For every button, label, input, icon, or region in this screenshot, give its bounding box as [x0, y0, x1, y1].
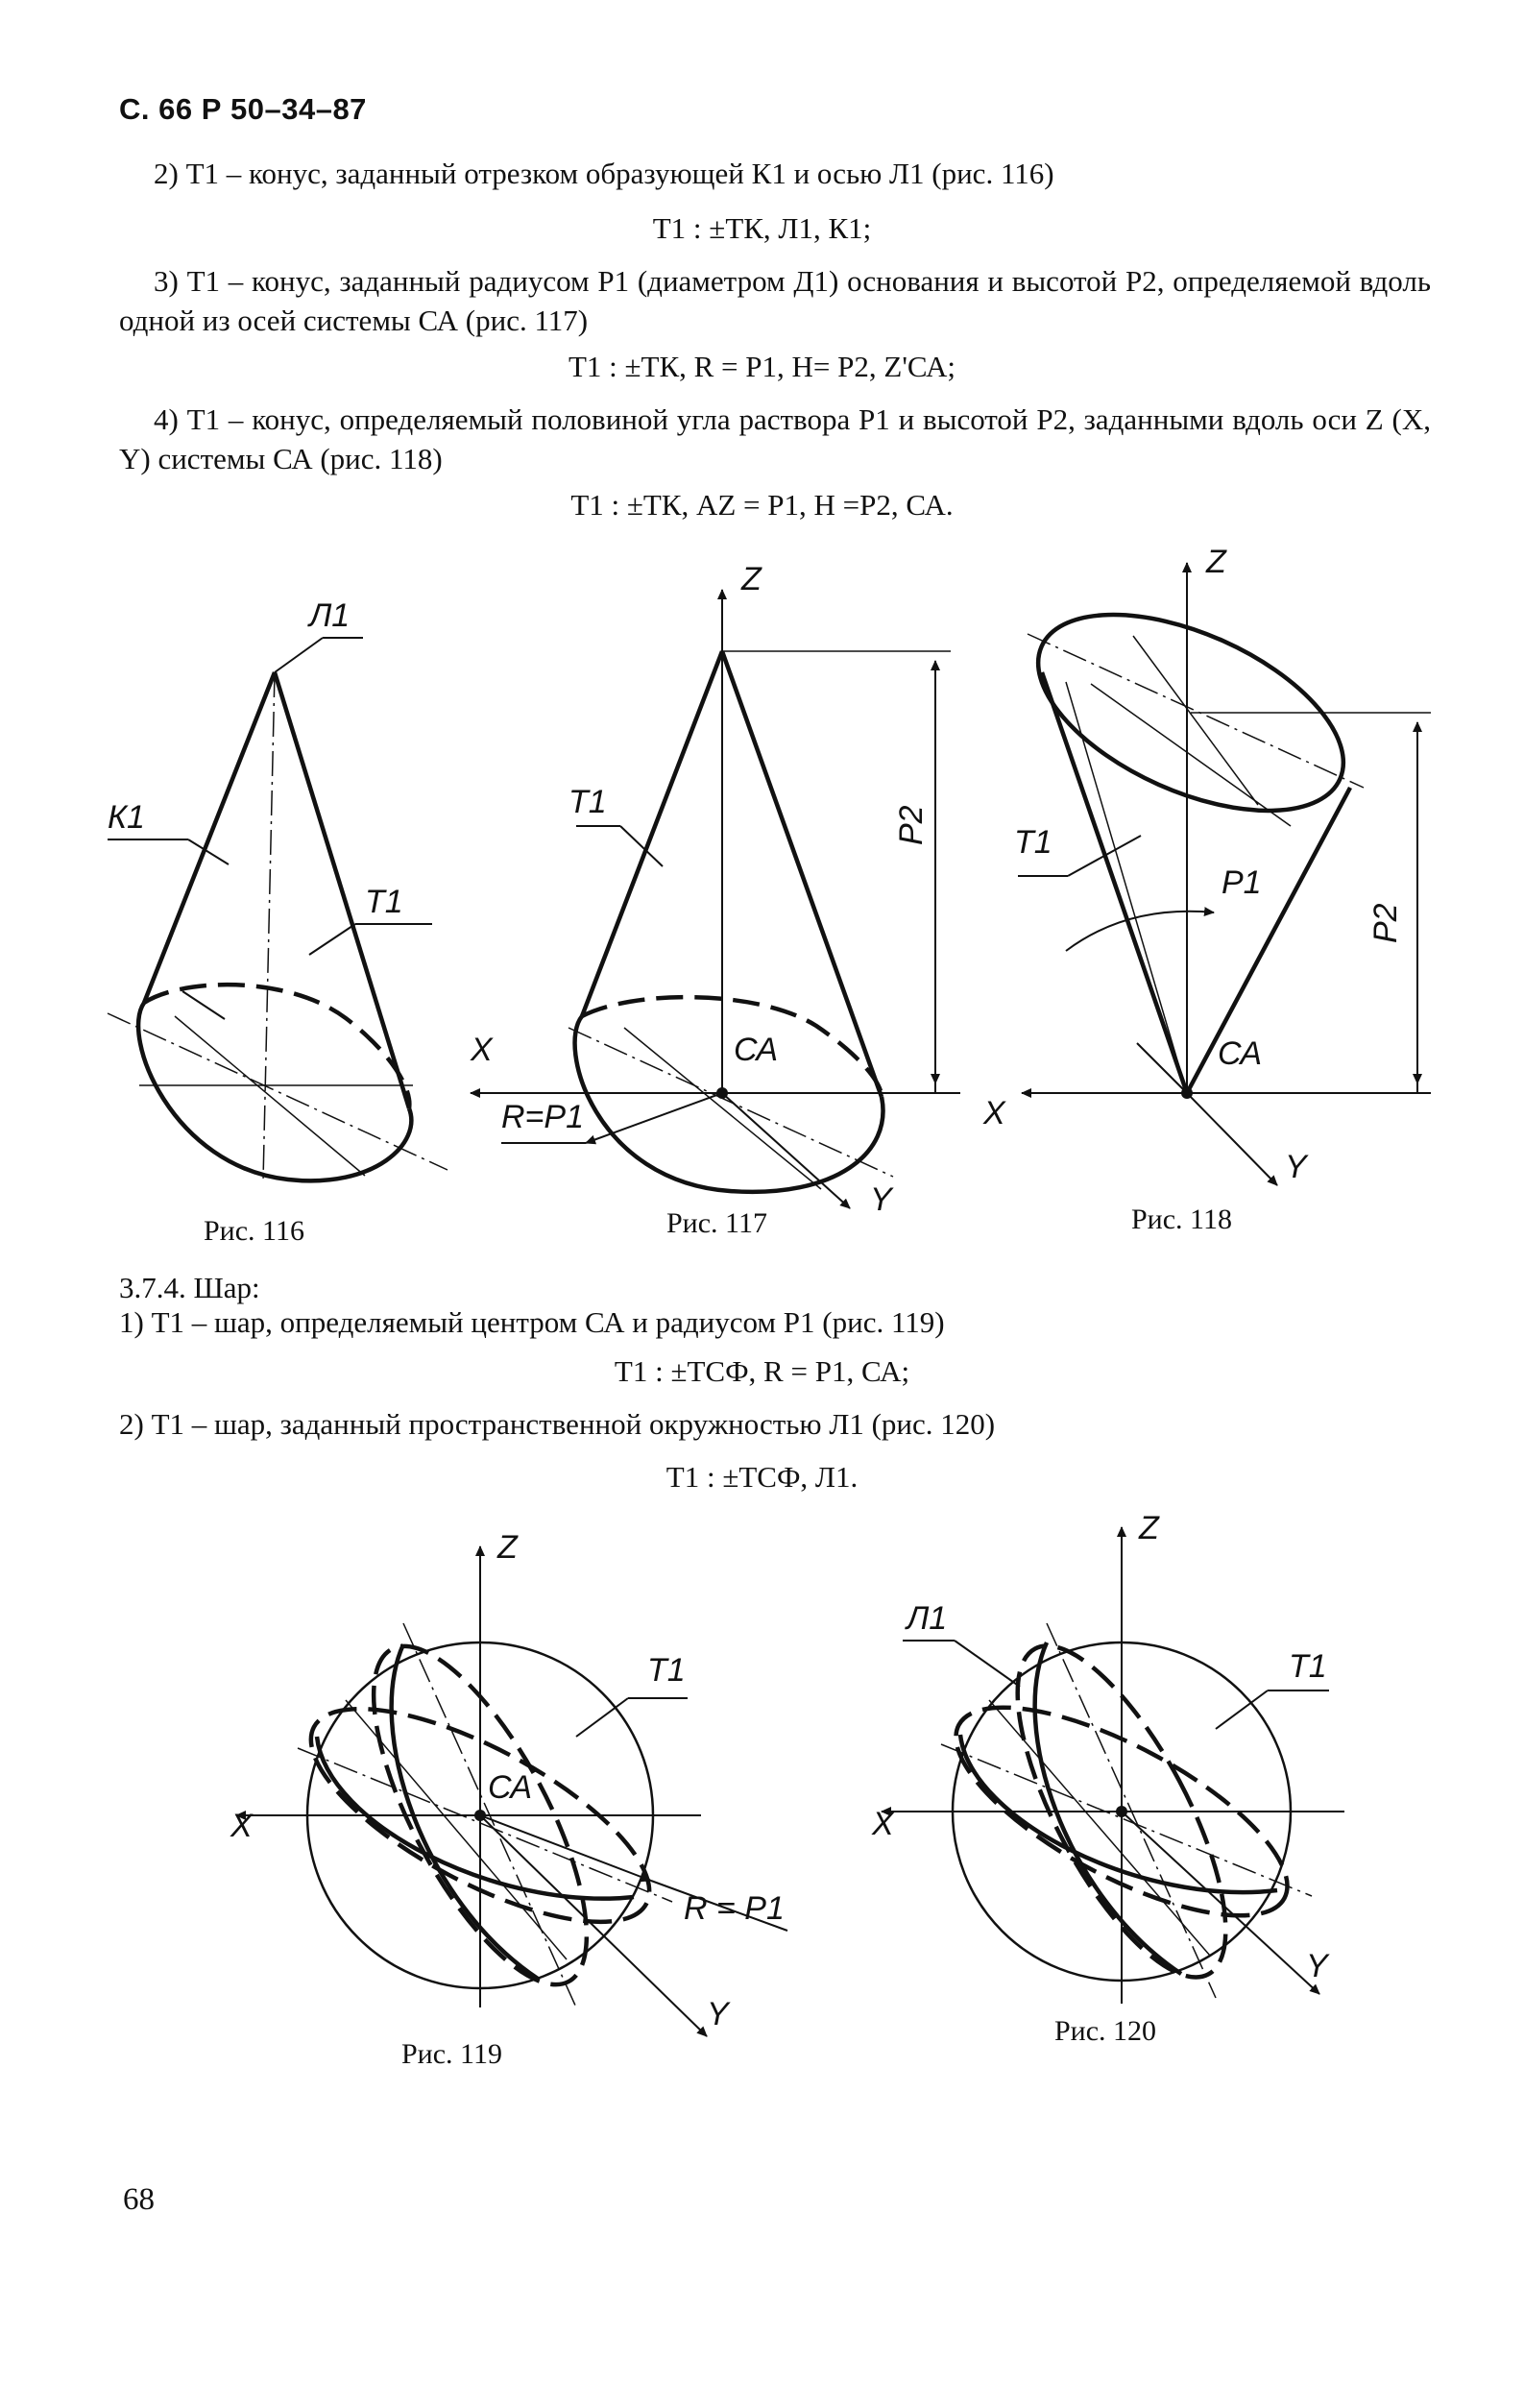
label-height-p2: Р2	[893, 805, 930, 845]
paragraph-cone-generator: 2) Т1 – конус, заданный отрезком образующей К1 и осью Л1 (рис. 116)	[154, 157, 1054, 190]
y-axis	[480, 1815, 707, 2036]
label-generator-k1: К1	[108, 799, 145, 836]
label-z-axis: Z	[497, 1529, 518, 1566]
formula-sphere-circle: Т1 : ±ТСФ, Л1.	[665, 1460, 859, 1494]
label-origin-ca: СА	[1218, 1035, 1263, 1072]
axis-line-l1	[263, 672, 275, 1181]
label-z-axis: Z	[1139, 1510, 1159, 1546]
label-body-t1: Т1	[365, 884, 403, 920]
label-z-axis: Z	[1206, 544, 1226, 580]
label-y-axis: Y	[1306, 1948, 1328, 1984]
formula-cone-angle: Т1 : ±ТК, AZ = Р1, Н =Р2, СА.	[570, 488, 954, 522]
formula-cone-generator: Т1 : ±ТК, Л1, К1;	[652, 211, 872, 245]
page-number: 68	[123, 2182, 155, 2217]
label-y-axis: Y	[707, 1996, 729, 2032]
formula-sphere-center: Т1 : ±ТСФ, R = Р1, СА;	[614, 1354, 910, 1388]
caption-fig118: Рис. 118	[1131, 1204, 1232, 1235]
label-body-t1: Т1	[647, 1652, 686, 1689]
label-origin-ca: СА	[488, 1769, 533, 1806]
paragraph-cone-radius: 3) Т1 – конус, заданный радиусом Р1 (диаметром Д1) основания и высотой Р2, определяемой вдоль одной из осей системы СА (рис. 117)	[119, 264, 1431, 337]
paragraph-sphere-center: 1) Т1 – шар, определяемый центром СА и радиусом Р1 (рис. 119)	[119, 1305, 945, 1339]
label-axis-l1: Л1	[309, 597, 351, 634]
label-x-axis: X	[230, 1808, 253, 1844]
label-origin-ca: СА	[734, 1032, 779, 1068]
label-radius: R=Р1	[501, 1099, 584, 1135]
label-height-p2: Р2	[1367, 903, 1404, 943]
label-x-axis: X	[983, 1095, 1005, 1131]
label-y-axis: Y	[1285, 1149, 1307, 1185]
label-x-axis: X	[471, 1032, 493, 1068]
label-angle-p1: Р1	[1222, 864, 1262, 901]
caption-fig120: Рис. 120	[1054, 2015, 1157, 2047]
label-body-t1: Т1	[568, 784, 607, 820]
label-y-axis: Y	[870, 1181, 892, 1218]
label-body-t1: Т1	[1014, 824, 1052, 861]
y-axis	[1122, 1812, 1319, 1994]
label-z-axis: Z	[741, 561, 762, 597]
caption-fig117: Рис. 117	[666, 1207, 767, 1239]
cone-generator-left	[144, 672, 275, 1003]
caption-fig119: Рис. 119	[401, 2038, 502, 2070]
paragraph-sphere-circle: 2) Т1 – шар, заданный пространственной окружностью Л1 (рис. 120)	[119, 1407, 996, 1441]
figure-118-drawing	[1009, 563, 1431, 1185]
formula-cone-radius: Т1 : ±ТК, R = Р1, Н= Р2, Z'СА;	[568, 350, 956, 383]
caption-fig116: Рис. 116	[204, 1215, 304, 1247]
page-header: С. 66 Р 50–34–87	[119, 92, 367, 126]
label-body-t1: Т1	[1289, 1648, 1327, 1685]
label-circle-l1: Л1	[907, 1600, 948, 1637]
section-title-sphere: 3.7.4. Шар:	[119, 1271, 260, 1304]
figure-120-drawing	[882, 1527, 1344, 2005]
y-axis	[1187, 1093, 1277, 1185]
label-radius: R = Р1	[684, 1890, 785, 1927]
paragraph-cone-angle: 4) Т1 – конус, определяемый половиной угла раствора Р1 и высотой Р2, заданными вдоль оси Z (X, Y) системы СА (рис. 118)	[119, 402, 1431, 475]
label-x-axis: X	[872, 1806, 894, 1842]
